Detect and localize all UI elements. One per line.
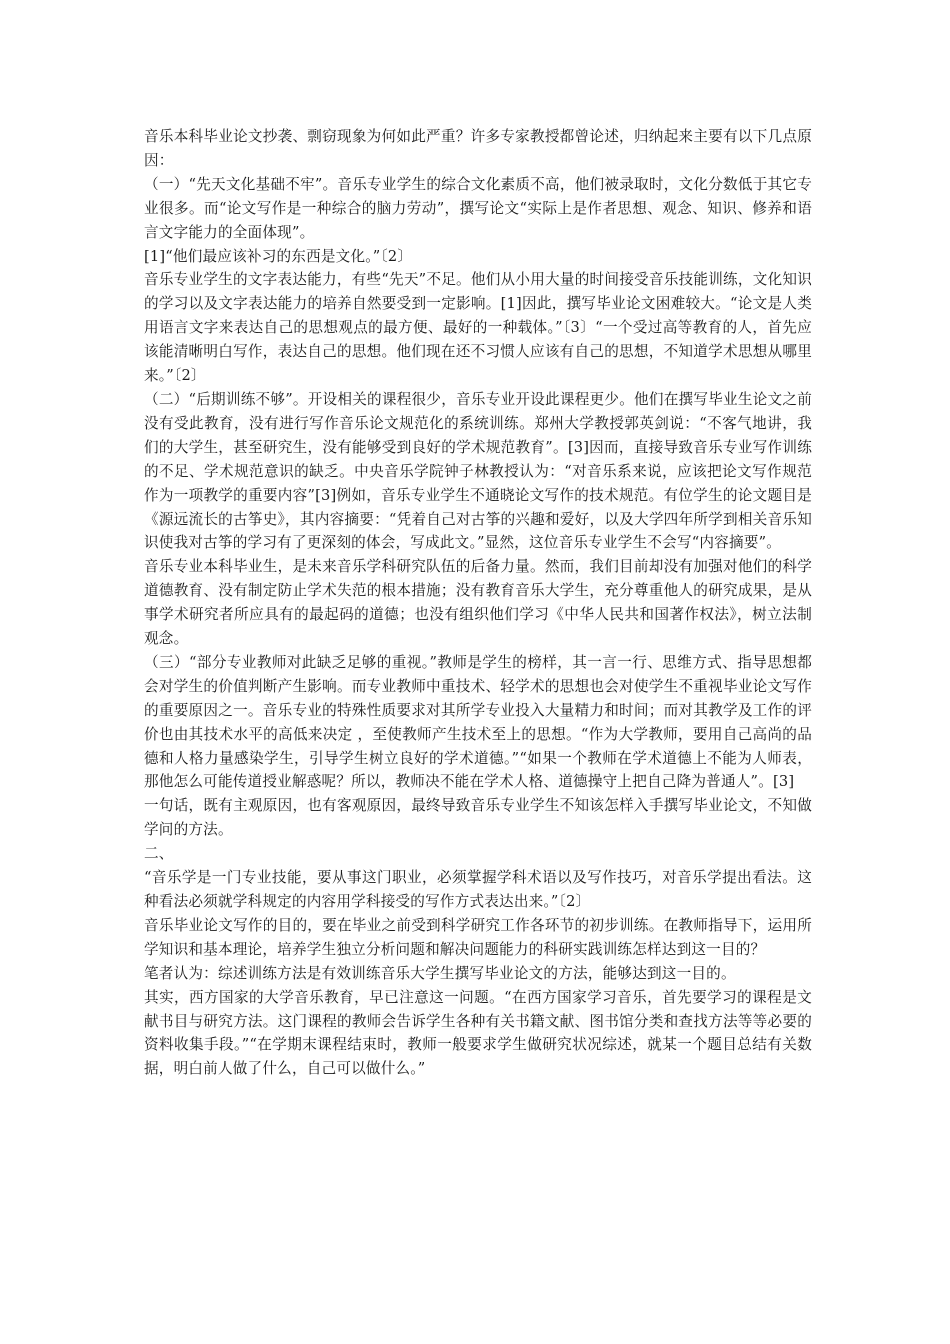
paragraph-reason-one: （一）“先天文化基础不牢”。音乐专业学生的综合文化素质不高，他们被录取时，文化分数低于其它专业很多。而“论文写作是一种综合的脑力劳动”，撰写论文“实际上是作者思想、观念、知识、修养和语言文字能力的全面体现”。 [144, 175, 812, 241]
section-heading-two: 二、 [144, 845, 174, 863]
paragraph-summary: 一句话，既有主观原因，也有客观原因，最终导致音乐专业学生不知该怎样入手撰写毕业论文，不知做学问的方法。 [144, 797, 812, 839]
paragraph-citation: [1]“他们最应该补习的东西是文化。”〔2〕 [144, 247, 413, 265]
paragraph-western-education: 其实，西方国家的大学音乐教育，早已注意这一问题。“在西方国家学习音乐，首先要学习的课程是文献书目与研究方法。这门课程的教师会告诉学生各种有关书籍文献、图书馆分类和查找方法等等必要的资料收集手段。”“在学期末课程结束时，教师一般要求学生做研究状况综述，就某一个题目总结有关数据，明白前人做了什么，自己可以做什么。” [144, 988, 812, 1078]
paragraph-reason-three: （三）“部分专业教师对此缺乏足够的重视。”教师是学生的榜样，其一言一行、思维方式、指导思想都会对学生的价值判断产生影响。而专业教师中重技术、轻学术的思想也会对使学生不重视毕业论文写作的重要原因之一。音乐专业的特殊性质要求对其所学专业投入大量精力和时间；而对其教学及工作的评价也由其技术水平的高低来决定 ，至使教师产生技术至上的思想。“作为大学教师，要用自己高尚的品德和人格力量感染学生，引导学生树立良好的学术道德。”“如果一个教师在学术道德上不能为人师表，那他怎么可能传道授业解惑呢？所以，教师决不能在学术人格、道德操守上把自己降为普通人”。[3] [144, 653, 812, 791]
paragraph-research-ethics: 音乐专业本科毕业生，是未来音乐学科研究队伍的后备力量。然而，我们目前却没有加强对他们的科学道德教育、没有制定防止学术失范的根本措施；没有教育音乐大学生，充分尊重他人的研究成果，是从事学术研究者所应具有的最起码的道德；也没有组织他们学习《中华人民共和国著作权法》，树立法制观念。 [144, 558, 812, 648]
document-body [144, 125, 812, 1081]
paragraph-author-view: 笔者认为：综述训练方法是有效训练音乐大学生撰写毕业论文的方法，能够达到这一目的。 [144, 964, 736, 982]
paragraph-reason-two: （二）“后期训练不够”。开设相关的课程很少，音乐专业开设此课程更少。他们在撰写毕业生论文之前没有受此教育，没有进行写作音乐论文规范化的系统训练。郑州大学教授郭英剑说：“不客气地讲，我们的大学生，甚至研究生，没有能够受到良好的学术规范教育”。[3]因而，直接导致音乐专业写作训练的不足、学术规范意识的缺乏。中央音乐学院钟子林教授认为：“对音乐系来说，应该把论文写作规范作为一项教学的重要内容”[3]例如，音乐专业学生不通晓论文写作的技术规范。有位学生的论文题目是《源远流长的古筝史》，其内容摘要：“凭着自己对古筝的兴趣和爱好，以及大学四年所学到相关音乐知识使我对古筝的学习有了更深刻的体会，写成此文。”显然，这位音乐专业学生不会写“内容摘要”。 [144, 390, 812, 552]
paragraph-quote-musicology: “音乐学是一门专业技能，要从事这门职业，必须掌握学科术语以及写作技巧，对音乐学提出看法。这种看法必须就学科规定的内容用学科接受的写作方式表达出来。”〔2〕 [144, 869, 812, 910]
paragraph-intro: 音乐本科毕业论文抄袭、剽窃现象为何如此严重？许多专家教授都曾论述，归纳起来主要有以下几点原因： [144, 128, 812, 169]
paragraph-writing-ability: 音乐专业学生的文字表达能力，有些“先天”不足。他们从小用大量的时间接受音乐技能训练，文化知识的学习以及文字表达能力的培养自然要受到一定影响。[1]因此，撰写毕业论文困难较大。“论文是人类用语言文字来表达自己的思想观点的最方便、最好的一种载体。”〔3〕“一个受过高等教育的人，首先应该能清晰明白写作，表达自己的思想。他们现在还不习惯人应该有自己的思想，不知道学术思想从哪里来。”〔2〕 [144, 271, 812, 385]
paragraph-purpose: 音乐毕业论文写作的目的，要在毕业之前受到科学研究工作各环节的初步训练。在教师指导下，运用所学知识和基本理论，培养学生独立分析问题和解决问题能力的科研实践训练怎样达到这一目的？ [144, 916, 812, 958]
